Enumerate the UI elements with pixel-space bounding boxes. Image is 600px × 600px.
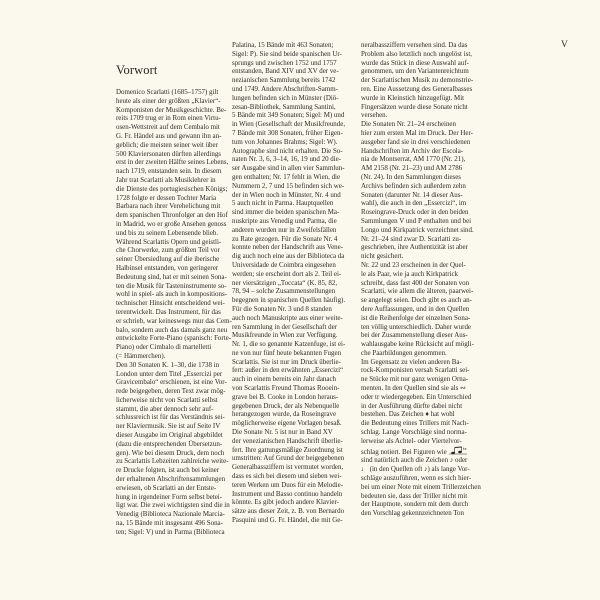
text-line: le als Paar, wie ja auch Kirkpatrick bbox=[361, 269, 458, 278]
text-line: Palatina, 15 Bände mit 463 Sonaten; bbox=[232, 41, 334, 49]
text-line: Scarlatti, wie allem die älteren, paarwei- bbox=[361, 287, 474, 296]
text-line: technischer Hinsicht entscheidend wei- bbox=[116, 299, 225, 308]
text-line: bestehen. Das Zeichen ♦ hat wohl bbox=[361, 410, 455, 419]
text-line: reits 1709 trug er in Rom einen Virtu- bbox=[116, 114, 221, 123]
text-line: schläge auszuführen, wenn es sich hier- bbox=[361, 474, 472, 483]
text-line: in der Ausführung dürfte dabei nicht bbox=[361, 401, 463, 410]
text-column-3 bbox=[361, 41, 481, 518]
text-line: und 1749. Andere Abschriften-Samm- bbox=[232, 84, 338, 93]
text-line: Nr. 1, die so genannte Katzenfuge, ist ei- bbox=[232, 340, 346, 349]
text-line: Handschriften im Archiv der Escola- bbox=[361, 146, 464, 155]
text-line: ren. Eine Aussetzung des Generalbasses bbox=[361, 84, 473, 93]
text-line: geschrieben, ihre Authentizität ist aber bbox=[361, 243, 468, 252]
text-line: lungen befinden sich in Münster (Diö- bbox=[232, 93, 339, 102]
text-line: nicht gesichert. bbox=[361, 252, 404, 261]
text-line: lerweise als Achtel- oder Viertelvor- bbox=[361, 436, 462, 445]
text-line: sind immer die beiden spanischen Ma- bbox=[232, 208, 340, 217]
text-line: versehen. bbox=[361, 111, 388, 120]
text-line: Nr. 22 und 23 erscheinen in der Quel- bbox=[361, 260, 466, 269]
text-line: werden; sie erscheint dort als 2. Teil ei- bbox=[232, 269, 342, 278]
text-line: Domenico Scarlatti (1685–1757) gilt bbox=[116, 88, 219, 96]
text-line: dem spanischen Thronfolger an den Hof bbox=[116, 211, 228, 220]
text-line: Nr. 21–24 sind zwar D. Scarlatti zu- bbox=[361, 234, 462, 243]
text-line: tum von Johannes Brahms; Sigel: W). bbox=[232, 137, 338, 146]
text-line: nach 1719, entstanden sein. In diesem bbox=[116, 167, 222, 176]
text-line: wohl in spiel- als auch in kompositions- bbox=[116, 290, 227, 299]
text-line: zesan-Bibliothek, Sammlung Santini, bbox=[232, 102, 336, 111]
text-line: G. Fr. Händel aus und gewann ihn an- bbox=[116, 131, 222, 140]
text-line: Generalbassziffern ist vermutet worden, bbox=[232, 463, 344, 472]
text-line: schlag. Lange Vorschläge sind norma- bbox=[361, 428, 467, 437]
text-line: ten; Sigel: V) und in Parma (Biblioteca bbox=[116, 527, 225, 536]
text-line: sätze aus dieser Zeit, z. B. von Bernardo bbox=[232, 507, 345, 516]
text-line: anderen wurden nur in Zweifelsfällen bbox=[232, 225, 337, 234]
text-line: neralbassziffern versehen sind. Da das bbox=[361, 41, 468, 49]
text-line: Autographe sind nicht erhalten. Die So- bbox=[232, 146, 343, 155]
preface-heading: Vorwort bbox=[116, 63, 158, 77]
text-line: Sigel: P). Sie sind beide spanischen Ur- bbox=[232, 49, 342, 58]
text-line: ist die Reihenfolge der einzelnen Sona- bbox=[361, 313, 471, 322]
text-line: ne Stücke mit nur ganz wenigen Orna- bbox=[361, 375, 469, 384]
text-line: che Chorwerke, zum größten Teil vor bbox=[116, 246, 220, 255]
text-line: Fingersätzen wurde diese Sonate nicht bbox=[361, 102, 468, 111]
text-line: ♩ (in den Quellen oft ♪) als lange Vor- bbox=[361, 465, 470, 474]
text-line: 78, 94 – solche Zusammenstellungen bbox=[232, 287, 336, 296]
text-line: Bedeutung sind, hat er mit seinen Sona- bbox=[116, 272, 227, 281]
text-line: und bis zu seinem Lebensende blieb. bbox=[116, 228, 219, 237]
text-line: rock-Komponisten versah Scarlatti sei- bbox=[361, 366, 470, 375]
text-line: fert. Ihre gattungsmäßige Zuordnung ist bbox=[232, 445, 343, 454]
text-line: naten Nr. 3, 6, 3–14, 16, 19 und 20 die- bbox=[232, 155, 342, 164]
text-line: genommen, um den Variantenreichtum bbox=[361, 67, 469, 76]
text-line: osen-Wettstreit auf dem Cembalo mit bbox=[116, 123, 220, 132]
text-line: wahlausgabe keine Rücksicht auf mögli- bbox=[361, 340, 474, 349]
text-line: der erhaltenen Abschriftensammlungen bbox=[116, 475, 226, 484]
text-line: 7 Bände mit 308 Sonaten, früher Eigen- bbox=[232, 128, 343, 137]
text-line: ligt war. Die zwei wichtigsten sind die in bbox=[116, 501, 230, 510]
text-line: erwiesen, ob Scarlatti an der Entste- bbox=[116, 483, 217, 492]
text-line: nía de Montserrat, AM 1770 (Nr. 21), bbox=[361, 155, 466, 164]
text-line: auch in einem bereits ein Jahr danach bbox=[232, 375, 337, 384]
text-line: auch noch Manuskripte aus einer weite- bbox=[232, 313, 343, 322]
text-line: Sammlungen V und P enthalten und bei bbox=[361, 216, 472, 225]
text-line: Die Sonate Nr. 5 ist nur in Band XV bbox=[232, 428, 333, 437]
text-line: oder tr wiedergegeben. Ein Unterschied bbox=[361, 392, 472, 401]
text-line: schlussreich ist für das Verständnis sei- bbox=[116, 413, 225, 422]
text-line: dig auch noch eine aus der Biblioteca da bbox=[232, 252, 345, 261]
text-line: balo, sondern auch das damals ganz neu bbox=[116, 325, 228, 334]
page-number: V bbox=[561, 40, 568, 50]
text-line: gen enthalten; Nr. 17 fehlt in Wien, die bbox=[232, 172, 341, 181]
text-line: Roseingrave-Druck oder in den beiden bbox=[361, 208, 469, 217]
text-line: nuskripte aus Venedig und Parma, die bbox=[232, 216, 337, 225]
text-line: umstritten: Auf Grund der beigegebenen bbox=[232, 454, 345, 463]
text-line: re Drucke folgten, ist auch bei keiner bbox=[116, 466, 220, 475]
text-line: ten völlig unterschiedlich. Daher wurde bbox=[361, 322, 472, 331]
text-line: gen). Wie bei diesem Druck, dem noch bbox=[116, 448, 225, 457]
text-line: erst in der zweiten Hälfte seines Lebens, bbox=[116, 158, 229, 167]
text-line: 1728 folgte er dessen Tochter Maria bbox=[116, 193, 217, 202]
text-line: sprungs und zwischen 1752 und 1757 bbox=[232, 58, 337, 67]
text-column-1 bbox=[116, 88, 232, 537]
text-line: (dazu die entsprechenden Übersetzun- bbox=[116, 439, 223, 448]
text-line: grave bei B. Cooke in London heraus- bbox=[232, 392, 339, 401]
text-line: teren Werken um Duos für ein Melodie- bbox=[232, 480, 344, 489]
text-line: ren Sammlung in der Gesellschaft der bbox=[232, 322, 337, 331]
text-line: rede beigegeben, deren Text zwar mög- bbox=[116, 387, 226, 396]
text-line: begegnen in spanischen Quellen häufig). bbox=[232, 296, 346, 305]
text-line: bedeuten sie, dass der Triller nicht mit bbox=[361, 491, 468, 500]
text-line: Scarlattis. Sie ist nur im Druck überlie- bbox=[232, 357, 341, 366]
text-line: entstanden, Band XIV und XV der ve- bbox=[232, 67, 339, 76]
text-line: Jahr trat Scarlatti als Musiklehrer in bbox=[116, 175, 216, 184]
text-line: heute als einer der größten „Klavier“- bbox=[116, 96, 221, 105]
text-line: möglicherweise eigene Vorlagen besaß. bbox=[232, 419, 342, 428]
text-line: 5 auch nicht in Parma. Hauptquellen bbox=[232, 199, 334, 208]
text-line: Den 30 Sonaten K. 1–30, die 1738 in bbox=[116, 360, 220, 369]
text-line: der Hauptnote, sondern mit dem durch bbox=[361, 500, 469, 509]
text-line: Musikfreunde in Wien zur Verfügung. bbox=[232, 331, 338, 340]
text-line: in Wien (Gesellschaft der Musikfreunde, bbox=[232, 120, 346, 129]
text-line: nezianischen Sammlung bereits 1742 bbox=[232, 76, 336, 85]
text-line: seiner Übersiedlung auf die iberische bbox=[116, 255, 220, 264]
text-line: Gravicembalo“ erschienen, ist eine Vor- bbox=[116, 378, 227, 387]
text-line: wurde in Kleinstich hinzugefügt. Mit bbox=[361, 93, 465, 102]
text-line: sind natürlich auch die Zeichen ♪ oder bbox=[361, 456, 468, 465]
text-line: entwickelte Forte-Piano (spanisch: Forte- bbox=[116, 334, 232, 343]
text-line: ner viersätzigen „Toccata“ (K. 85, 82, bbox=[232, 278, 338, 287]
text-line: Komponisten der Musikgeschichte. Be- bbox=[116, 105, 227, 114]
text-column-2 bbox=[232, 41, 346, 525]
text-line: ner Klaviermusik. Sie ist auf Seite IV bbox=[116, 422, 221, 431]
text-line: könnte. Es gibt jedoch andere Klavier- bbox=[232, 498, 339, 507]
text-line: (Nr. 24). In den Sammlungen dieses bbox=[361, 172, 461, 181]
text-line: Sonaten (darunter Nr. 14 dieser Aus- bbox=[361, 190, 463, 199]
text-line: terentwickelt. Das Instrument, für das bbox=[116, 307, 221, 316]
text-line: 5 Bände mit 349 Sonaten; Sigel: M) und bbox=[232, 111, 345, 120]
text-line: menten. In den Quellen sind sie als ∾ bbox=[361, 384, 466, 393]
text-line: der in Wien noch in Münster, Nr. 4 und bbox=[232, 190, 341, 199]
text-line: Instrument und Basso continuo handeln bbox=[232, 489, 343, 498]
text-line: herangezogen wurde, da Roseingrave bbox=[232, 410, 337, 419]
text-line: Venedig (Biblioteca Nazionale Marcia- bbox=[116, 510, 225, 519]
text-line: der Scarlattischen Musik zu demonstrie- bbox=[361, 76, 474, 85]
text-line: na, 15 Bände mit insgesamt 496 Sona- bbox=[116, 519, 223, 528]
text-line: Universidade de Coimbra eingesehen bbox=[232, 260, 336, 269]
text-line: hung in irgendeiner Form selbst betei- bbox=[116, 492, 223, 501]
text-line: Archivs befinden sich außerdem zehn bbox=[361, 181, 466, 190]
text-line: Im Gegensatz zu vielen anderen Ba- bbox=[361, 357, 462, 366]
text-line: zu Rate gezogen. Für die Sonate Nr. 4 bbox=[232, 234, 338, 243]
text-line: er schrieb, war keineswegs mur das Cem- bbox=[116, 316, 232, 325]
text-line: (= Hämmerchen). bbox=[116, 351, 166, 360]
music-example-icon bbox=[448, 446, 468, 456]
text-line: ne von nur fünf heute bekannten Fugen bbox=[232, 348, 342, 357]
text-line: wahl), die auch in den „Essercizi“, im bbox=[361, 199, 467, 208]
text-line: Während Scarlattis Opern und geistli- bbox=[116, 237, 222, 246]
text-line: dere Auffassungen, und in den Quellen bbox=[361, 304, 470, 313]
text-line: Nummern 2, 7 und 15 befinden sich we- bbox=[232, 181, 345, 190]
text-line: fert: außer in den erwähnten „Essercizi“ bbox=[232, 366, 344, 375]
text-line: se angelegt seien. Doch gibt es auch an- bbox=[361, 296, 472, 305]
text-line: Barbara nach ihrer Verehelichung mit bbox=[116, 202, 221, 211]
text-line: den Vorschlag gekennzeichneten Ton bbox=[361, 509, 464, 518]
text-line: London unter dem Titel „Essercizi per bbox=[116, 369, 223, 378]
text-line: Pasquini und G. Fr. Händel, die mit Ge- bbox=[232, 516, 343, 525]
text-line: von Scarlattis Freund Thomas Rooein- bbox=[232, 384, 340, 393]
text-line: geblich; die meisten seiner weit über bbox=[116, 140, 218, 149]
text-line: konnte neben der Handschrift aus Vene- bbox=[232, 243, 344, 252]
text-line: Die Sonaten Nr. 21–24 erscheinen bbox=[361, 120, 456, 129]
text-line: stammt, die aber dennoch sehr auf- bbox=[116, 404, 214, 413]
text-line: schlag notiert. Bei Figuren wie tr bbox=[361, 445, 468, 456]
text-line: wurde das Stück in diese Auswahl auf- bbox=[361, 58, 469, 67]
text-line: ten die Musik für Tasteninstrumente so- bbox=[116, 281, 227, 290]
text-line: die Dienste des portugiesischen Königs; bbox=[116, 184, 228, 193]
text-line: dass es sich bei diesem und sieben wei- bbox=[232, 472, 342, 481]
text-line: che Paarbildungen genommen. bbox=[361, 348, 447, 357]
text-line: Piano) oder Cimbalo di martelletti bbox=[116, 343, 212, 352]
text-line: ser Ausgabe sind in allen vier Sammlun- bbox=[232, 164, 345, 173]
svg-text:tr: tr bbox=[463, 445, 468, 451]
text-line: gegebenen Druck, der als Nebenquelle bbox=[232, 401, 340, 410]
text-line: licherweise nicht von Scarlatti selbst bbox=[116, 395, 218, 404]
text-line: dieser Ausgabe im Original abgebildet bbox=[116, 431, 223, 440]
text-line: bei um einer Note mit einem Trillerzeichen bbox=[361, 482, 481, 491]
text-line: hier zum ersten Mal im Druck. Der Her- bbox=[361, 128, 473, 137]
text-line: schreibt, dass fast 400 der Sonaten von bbox=[361, 278, 470, 287]
text-line: Longo und Kirkpatrick verzeichnet sind. bbox=[361, 225, 474, 234]
text-line: der venezianischen Handschrift überlie- bbox=[232, 436, 343, 445]
text-line: in Madrid, wo er große Ansehen genoss bbox=[116, 219, 227, 228]
text-line: die Bedeutung eines Trillers mit Nach- bbox=[361, 419, 469, 428]
text-line: zu Scarlattis Lebzeiten zahlreiche weite- bbox=[116, 457, 229, 466]
text-line: AM 2158 (Nr. 21–23) und AM 2786 bbox=[361, 164, 463, 173]
text-line: ausgeber fand sie in drei verschiedenen bbox=[361, 137, 471, 146]
text-line: 500 Klaviersonaten dürften allerdings bbox=[116, 149, 221, 158]
text-line: Problem also letztlich noch ungelöst ist, bbox=[361, 49, 472, 58]
text-line: Für die Sonaten Nr. 3 und 8 standen bbox=[232, 304, 332, 313]
text-line: bei der Zusammenstellung dieser Aus- bbox=[361, 331, 468, 340]
text-line: Halbinsel entstanden, von geringerer bbox=[116, 263, 219, 272]
